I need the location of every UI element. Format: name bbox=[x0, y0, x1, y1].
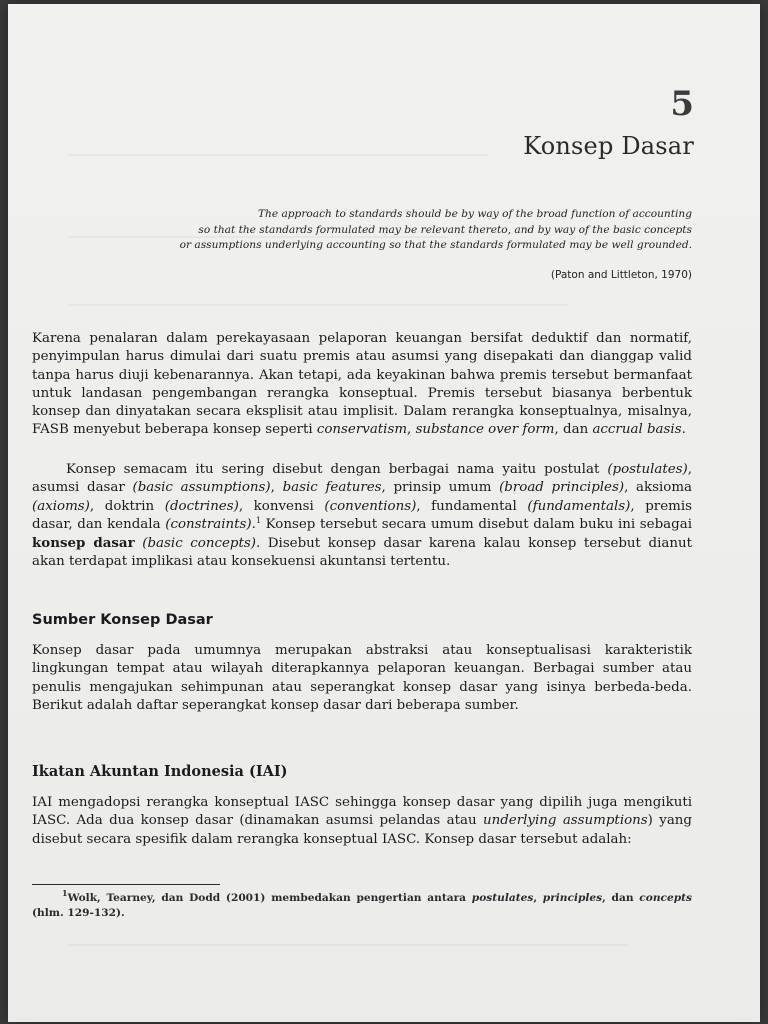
bleed-through-line bbox=[68, 154, 488, 156]
epigraph-source: (Paton and Littleton, 1970) bbox=[550, 269, 692, 281]
paragraph-concept-names: Konsep semacam itu sering disebut dengan berbagai nama yaitu postulat (postulates), asumsi dasar (basic assumptions), basic features, prinsip umum (broad principles), aksioma (axioms), doktrin (doctrines), konvensi (conventions), fundamental (fundamentals), premis dasar, dan kendala (constraints).$^1$ Konsep tersebut secara umum disebut dalam buku ini sebagai konsep dasar (basic concepts). Disebut konsep dasar karena kalau konsep tersebut dianut akan terdapat implikasi atau konsekuensi akuntansi tertentu. bbox=[32, 462, 693, 570]
footnote-marker: 1 bbox=[255, 515, 262, 525]
section-heading-iai: Ikatan Akuntan Indonesia (IAI) bbox=[32, 763, 288, 780]
chapter-title: Konsep Dasar bbox=[523, 132, 694, 160]
paragraph-intro: Karena penalaran dalam perekayasaan pelaporan keuangan bersifat deduktif dan normatif, penyimpulan harus dimulai dari suatu premis atau asumsi yang disepakati dan dianggap valid tanpa harus diuji kebenarannya. Akan tetapi, ada keyakinan bahwa premis tersebut bermanfaat untuk landasan pengembangan rerangka konseptual. Premis tersebut biasanya berbentuk konsep dan dinyatakan secara eksplisit atau implisit. Dalam rerangka konseptualnya, misalnya, FASB menyebut beberapa konsep seperti conservatism, substance over form, dan accrual basis. bbox=[32, 331, 692, 438]
bleed-through-line bbox=[68, 944, 628, 946]
paragraph-sumber: Konsep dasar pada umumnya merupakan abstraksi atau konseptualisasi karakteristik lingkungan tempat atau wilayah diterapkannya pelaporan keuangan. Berbagai sumber atau penulis mengajukan sehimpunan atau seperangkat konsep dasar yang isinya berbeda-beda. Berikut adalah daftar seperangkat konsep dasar dari beberapa sumber. bbox=[32, 643, 692, 713]
epigraph bbox=[132, 207, 692, 254]
section-heading-sumber: Sumber Konsep Dasar bbox=[32, 612, 213, 628]
bleed-through-line bbox=[68, 304, 568, 306]
chapter-number: 5 bbox=[670, 84, 694, 124]
footnote: $^1$Wolk, Tearney, dan Dodd (2001) membedakan pengertian antara postulates, principles, dan concepts (hlm. 129-132). bbox=[32, 888, 692, 919]
book-page bbox=[8, 4, 760, 1022]
epigraph-line: The approach to standards should be by way of the broad function of accounting bbox=[257, 208, 692, 220]
paragraph-iai: IAI mengadopsi rerangka konseptual IASC sehingga konsep dasar yang dipilih juga mengikuti IASC. Ada dua konsep dasar (dinamakan asumsi pelandas atau underlying assumptions) yang disebut secara spesifik dalam rerangka konseptual IASC. Konsep dasar tersebut adalah: bbox=[32, 795, 692, 847]
epigraph-line: or assumptions underlying accounting so that the standards formulated may be well grounded. bbox=[179, 239, 692, 251]
footnote-divider bbox=[32, 884, 220, 885]
epigraph-line: so that the standards formulated may be relevant thereto, and by way of the basic concepts bbox=[198, 223, 692, 236]
